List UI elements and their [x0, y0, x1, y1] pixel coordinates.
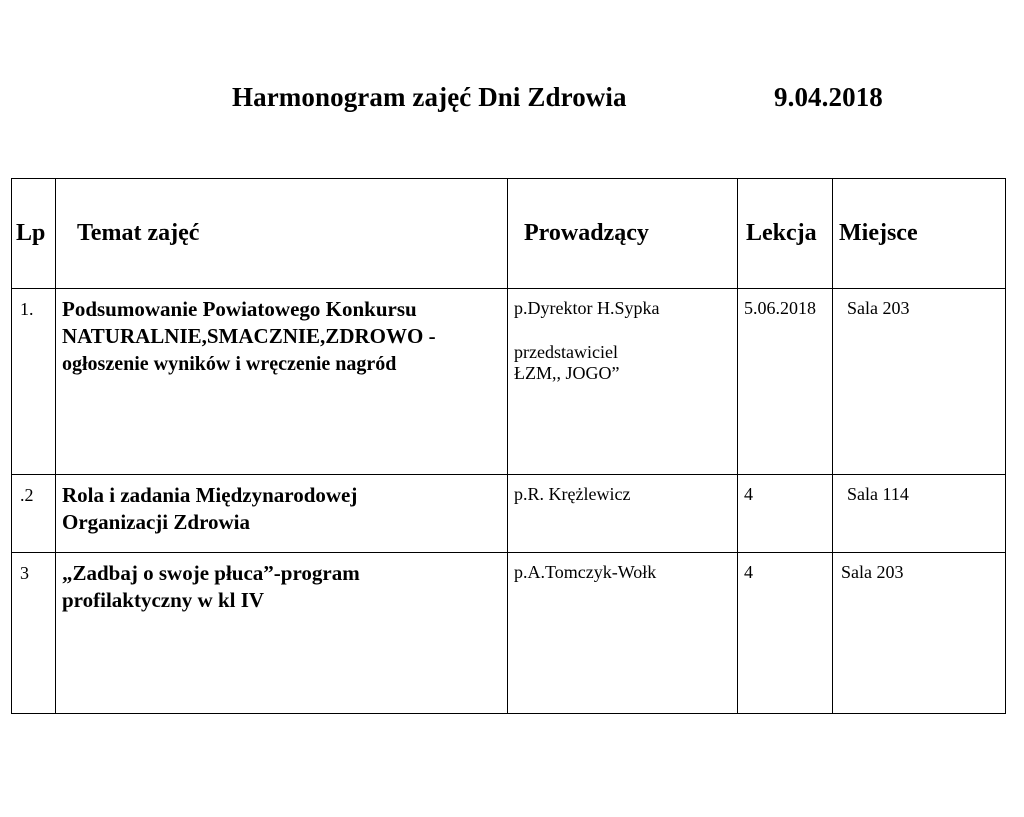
row-host — [508, 289, 738, 475]
header-host: Prowadzący — [508, 179, 738, 289]
row-lp: .2 — [12, 475, 56, 553]
host-line: p.Dyrektor H.Sypka — [514, 298, 660, 318]
row-topic — [56, 289, 508, 475]
table-header-row — [12, 179, 1006, 289]
topic-line: NATURALNIE,SMACZNIE,ZDROWO - — [62, 324, 436, 349]
schedule-table — [11, 178, 1006, 714]
row-place: Sala 203 — [833, 553, 1006, 714]
table-row — [12, 553, 1006, 714]
table-row — [12, 289, 1006, 475]
row-host — [508, 475, 738, 553]
topic-line: ogłoszenie wyników i wręczenie nagród — [62, 352, 397, 375]
row-lesson: 4 — [738, 475, 833, 553]
header-place: Miejsce — [833, 179, 1006, 289]
row-host — [508, 553, 738, 714]
row-place: Sala 203 — [833, 289, 1006, 475]
page-title — [232, 82, 883, 113]
header-topic: Temat zajęć — [56, 179, 508, 289]
topic-line: Rola i zadania Międzynarodowej — [62, 483, 358, 507]
topic-line: Organizacji Zdrowia — [62, 510, 251, 535]
host-line: przedstawiciel — [514, 341, 618, 362]
row-lp: 3 — [12, 553, 56, 714]
host-line: p.A.Tomczyk-Wołk — [514, 562, 657, 582]
host-line: ŁZM,, JOGO” — [514, 363, 620, 384]
host-line: p.R. Krężlewicz — [514, 484, 631, 504]
header-lp: Lp — [12, 179, 56, 289]
header-lesson: Lekcja — [738, 179, 833, 289]
title-text: Harmonogram zajęć Dni Zdrowia — [232, 82, 627, 112]
row-topic — [56, 553, 508, 714]
topic-line: „Zadbaj o swoje płuca”-program — [62, 561, 360, 585]
topic-line: Podsumowanie Powiatowego Konkursu — [62, 297, 417, 321]
title-date: 9.04.2018 — [774, 82, 883, 112]
table-row — [12, 475, 1006, 553]
row-lp: 1. — [12, 289, 56, 475]
row-place: Sala 114 — [833, 475, 1006, 553]
row-topic — [56, 475, 508, 553]
topic-line: profilaktyczny w kl IV — [62, 588, 265, 613]
row-lesson: 4 — [738, 553, 833, 714]
row-lesson: 5.06.2018 — [738, 289, 833, 475]
